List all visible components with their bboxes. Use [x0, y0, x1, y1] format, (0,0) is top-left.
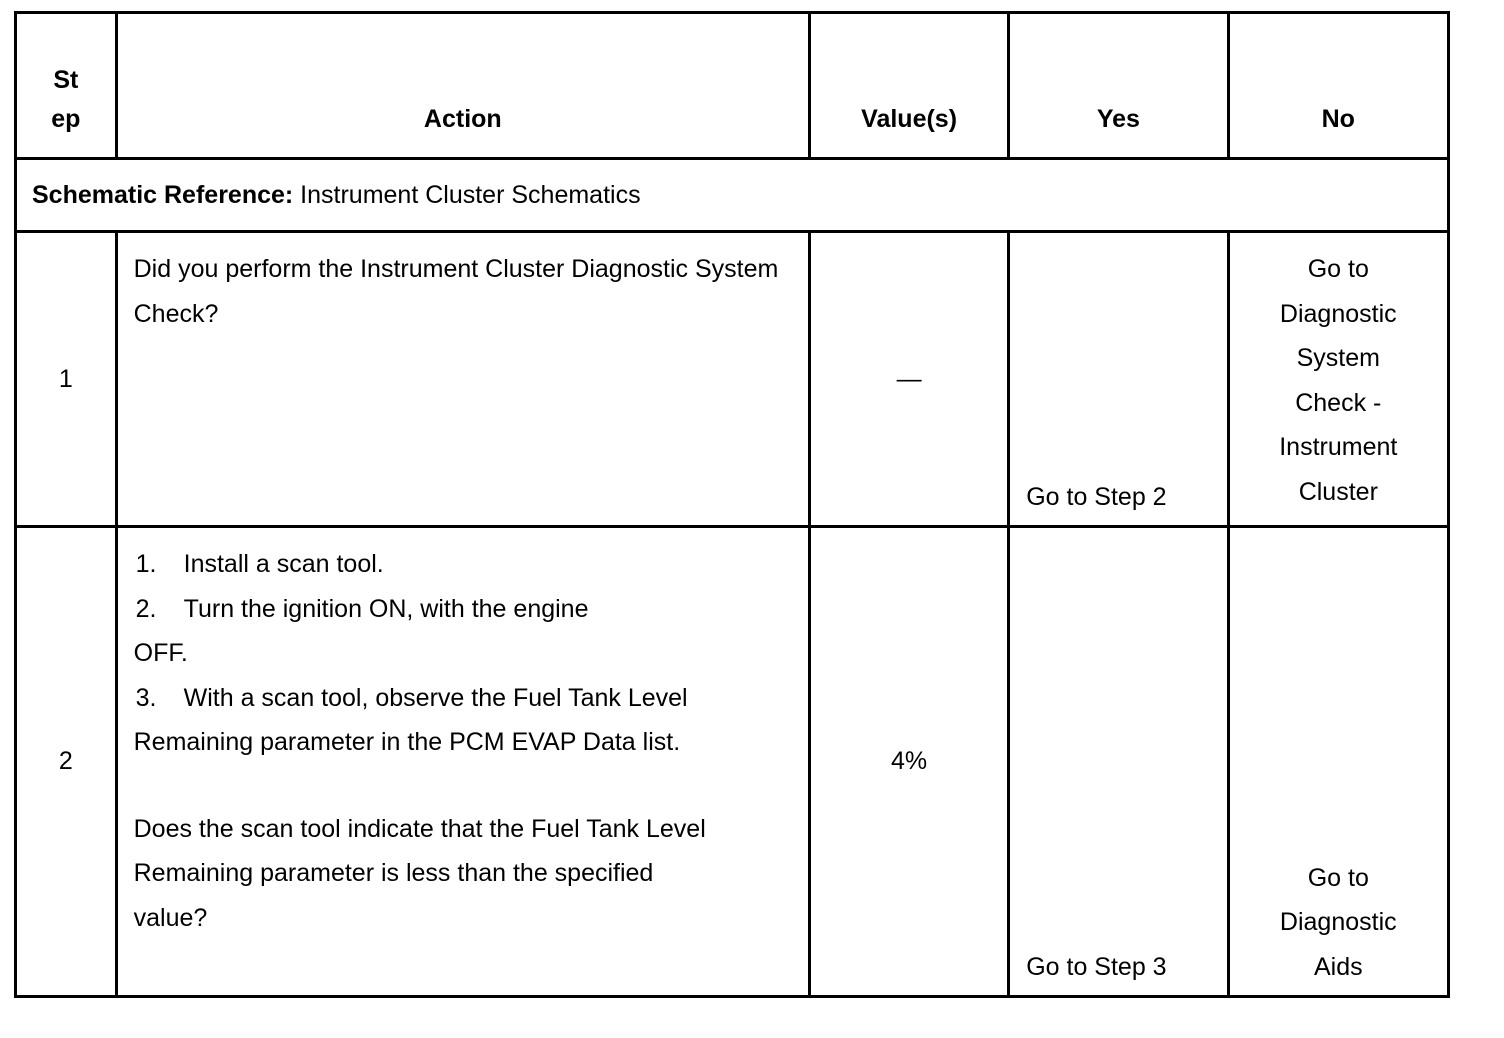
schematic-value: Instrument Cluster Schematics — [293, 180, 641, 209]
action-text — [116, 527, 809, 997]
no-text: Go to Diagnostic System Check - Instrument Cluster — [1228, 232, 1448, 527]
header-action: Action — [116, 13, 809, 159]
list-item: 1. Install a scan tool. — [135, 550, 384, 578]
table-row — [16, 232, 1449, 527]
schematic-reference — [16, 159, 1449, 232]
header-step: St ep — [16, 13, 117, 159]
schematic-reference-row — [16, 159, 1449, 232]
header-row — [16, 13, 1449, 159]
no-text: Go to Diagnostic Aids — [1228, 527, 1448, 997]
table-row — [16, 527, 1449, 997]
yes-text: Go to Step 2 — [1009, 232, 1228, 527]
value-text: 4% — [809, 527, 1008, 997]
list-item: 3. With a scan tool, observe the Fuel Tank Level Remaining parameter in the PCM EVAP Data list. — [133, 683, 688, 756]
step-number: 1 — [16, 232, 117, 527]
header-yes: Yes — [1009, 13, 1228, 159]
question-text: Does the scan tool indicate that the Fuel Tank Level Remaining parameter is less than the specified value? — [133, 814, 706, 932]
header-values: Value(s) — [809, 13, 1008, 159]
header-no: No — [1228, 13, 1448, 159]
schematic-label: Schematic Reference: — [32, 180, 294, 209]
action-text: Did you perform the Instrument Cluster Diagnostic System Check? — [116, 232, 809, 527]
yes-text: Go to Step 3 — [1009, 527, 1228, 997]
list-item: 2. Turn the ignition ON, with the engine OFF. — [133, 594, 589, 667]
value-text: — — [809, 232, 1008, 527]
step-number: 2 — [16, 527, 117, 997]
diagnostic-table — [14, 11, 1450, 998]
